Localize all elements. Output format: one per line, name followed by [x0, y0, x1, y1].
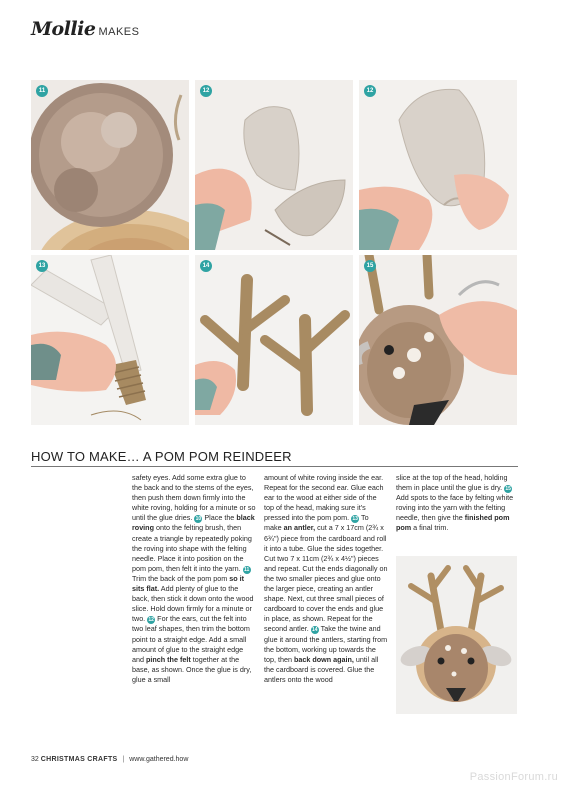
step-number-badge: 11 — [244, 566, 250, 573]
step-photo-11 — [31, 80, 189, 250]
paragraph: safety eyes. Add some extra glue to the back and to the stems of the eyes, then push them down firmly into the white roving, holding for a minute or so until the glue dries. 10 Place the black roving onto the felting brush, then create a triangle by repeatedly poking the roving into shape with the felting needle. Place it into position on the pom pom, then felt it into the yarn. 11 Trim the back of the pom pom so it sits flat. Add plenty of glue to the back, then stick it down onto the wood slice. Hold down firmly for a minute or two. 12 For the ears, cut the felt into two leaf shapes, then trim the bottom point to a straight edge. Add a small amount of glue to the straight edge and pinch the felt together at the base, as shown. Once the glue is dry, glue a small — [132, 473, 256, 684]
footer-separator: | — [122, 756, 125, 763]
brand-suffix: MAKES — [98, 26, 140, 38]
twine-tube-illustration — [31, 255, 189, 425]
text-column-2 — [264, 473, 388, 685]
step-photo-12a — [195, 80, 353, 250]
step-badge: 15 — [364, 260, 376, 272]
step-photo-14 — [195, 255, 353, 425]
text-column-3 — [396, 473, 520, 534]
antlers-illustration — [195, 255, 353, 425]
step-badge: 14 — [200, 260, 212, 272]
watermark: PassionForum.ru — [469, 771, 558, 783]
step-badge: 12 — [200, 85, 212, 97]
step-number-badge: 10 — [195, 516, 202, 523]
step-number-badge: 14 — [311, 627, 318, 634]
step-badge: 11 — [36, 85, 48, 97]
step-number-badge: 15 — [505, 486, 511, 493]
pinched-ear-illustration — [359, 80, 517, 250]
step-badge: 12 — [364, 85, 376, 97]
text-column-1 — [132, 473, 256, 685]
step-number-badge: 12 — [148, 617, 154, 624]
brand-script: Mollie — [31, 18, 96, 40]
step-photo-13 — [31, 255, 189, 425]
step-photo-12b — [359, 80, 517, 250]
step-badge: 13 — [36, 260, 48, 272]
finished-reindeer-photo — [396, 556, 517, 714]
brand-logo — [31, 18, 139, 40]
footer-url[interactable]: www.gathered.how — [129, 756, 189, 763]
page-footer — [31, 756, 188, 763]
adding-spots-illustration — [359, 255, 517, 425]
step-photo-15 — [359, 255, 517, 425]
article-title: HOW TO MAKE… A POM POM REINDEER — [31, 449, 292, 464]
finished-reindeer-illustration — [396, 556, 517, 714]
paragraph: slice at the top of the head, holding them in place until the glue is dry. 15 Add spots to the face by felting white roving into the yarn with the felting needle, then give the finished pom pom a final trim. — [396, 473, 514, 533]
page-number: 32 — [31, 756, 39, 763]
pom-pom-on-wood-illustration — [31, 80, 189, 250]
magazine-name: CHRISTMAS CRAFTS — [40, 756, 118, 763]
step-number-badge: 13 — [352, 516, 358, 523]
felt-ears-illustration — [195, 80, 353, 250]
paragraph: amount of white roving inside the ear. Repeat for the second ear. Glue each ear to the wood at either side of the top of the head, making sure it's pressed into the pom pom. 13 To make an antler, cut a 7 x 17cm (2¾ x 6¾") piece from the cardboard and roll it into a tube. Glue the sides together. Cut two 7 x 11cm (2¾ x 4½") pieces and repeat. Cut the ends diagonally on the two smaller pieces and glue onto the larger piece, creating an antler shape. Next, cut three small pieces of cardboard to cover the ends and glue in place, as shown. Repeat for the second antler. 14 Take the twine and glue it around the antlers, starting from the bottom, working up towards the top, then back down again, until all the cardboard is covered. Glue the antlers onto the wood — [264, 473, 388, 684]
heading-divider — [31, 466, 518, 467]
